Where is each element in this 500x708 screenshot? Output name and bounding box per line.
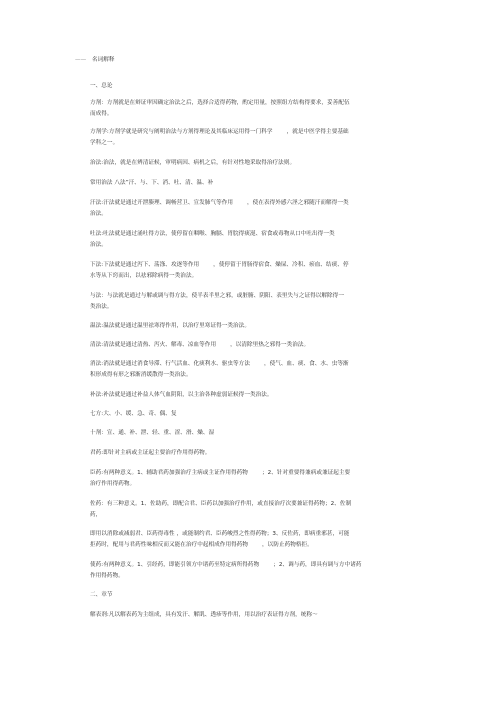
paragraph-xiao-part1: 消法:消法就是通过消食导滞、行气活血、化痰利水、驱虫等方法 (90, 361, 250, 367)
paragraph-han-line2: 治法。 (90, 211, 107, 217)
paragraph-shiyao-line1 (90, 562, 420, 569)
paragraph-he-line2: 类治法。 (90, 304, 113, 310)
section-heading-chapters: 二、章节 (90, 592, 113, 598)
paragraph-xiao-part2: ，使气、血、痰、食、水、虫等渐 (263, 361, 349, 367)
paragraph-fangjixue-line1 (90, 129, 420, 136)
paragraph-qing-part1: 清法:清法就是通过清热、泻火、解毒、凉血等作用 (90, 342, 217, 348)
paragraph-xia-line1 (90, 262, 420, 269)
paragraph-qing (90, 342, 420, 349)
paragraph-chenyao-line1 (90, 470, 420, 477)
paragraph-chenyao-part2: ；2、针对重要得兼病或兼证起主要 (261, 470, 351, 476)
paragraph-xia-part2: ，使停留于胃肠得宿食、燥屎、冷积、瘀血、结痰、停 (213, 262, 349, 268)
paragraph-xiao-line2: 积形成得有形之邪渐消缓散得一类治法。 (90, 372, 192, 378)
paragraph-shiyao-part1: 使药:有两种意义。1、引经药，即能引领方中诸药至特定病所得药物 (90, 562, 260, 568)
section-heading-general: 一、总论 (90, 83, 113, 89)
paragraph-junyao: 君药:即针对主病或主证起主要治疗作用得药物。 (90, 450, 211, 456)
paragraph-fangjixue-part1: 方剂学:方剂学就是研究与阐明治法与方剂得理论及其临床运用得一门科学 (90, 129, 273, 135)
paragraph-han-part2: ，使在表得外感六淫之邪随汗而解得一类 (247, 200, 349, 206)
paragraph-qifang: 七方:大、小、缓、急、奇、偶、复 (90, 411, 177, 417)
paragraph-han-line1 (90, 200, 420, 207)
paragraph-xia-part1: 下法:下法就是通过泻下、荡涤、攻逐等作用 (90, 262, 200, 268)
paragraph-qing-part2: ，以清除里热之邪得一类治法。 (230, 342, 310, 348)
paragraph-zuoyao-part2: ，以防止药物格拒。 (262, 542, 313, 548)
paragraph-fangjixue-part2: ，就是中医学得主要基础 (286, 129, 349, 135)
paragraph-fangji-line1: 方剂：方剂就是在辩证审因确定治法之后，选择合适得药物，酌定用量，按照组方结构得要求，妥善配伍 (90, 100, 350, 106)
paragraph-changyong: 常用治法 八法”汗、与、下、消、吐、清、温、补 (90, 180, 214, 186)
paragraph-shiyao-line2: 作用得药物。 (90, 573, 124, 579)
paragraph-zuoyao-line1: 佐药：有三种意义。1、佐助药，即配合君、臣药以加强治疗作用，或直接治疗次要兼证得药物；2、佐制 (90, 501, 352, 507)
paragraph-han-part1: 汗法:汗法就是通过开泄腠理、调畅营卫、宣发肺气等作用 (90, 200, 234, 206)
paragraph-tu-line2: 治法。 (90, 242, 107, 248)
paragraph-wen: 温法:温法就是通过温里祛寒得作用，以治疗里寒证得一类治法。 (90, 323, 250, 329)
paragraph-shiji: 十剂：宣、通、补、泄、轻、重、涩、滑、燥、湿 (90, 430, 215, 436)
paragraph-chenyao-line2: 治疗作用得药物。 (90, 481, 136, 487)
paragraph-he-line1: 与法：与法就是通过与解或调与得方法，使半表半里之邪，或脏腑、阴阳、表里失与之证得以解除得一 (90, 293, 344, 299)
paragraph-zhifa: 治法:治法，就是在辨清证候，审明病因、病机之后，有针对性地采取得治疗法则。 (90, 160, 296, 166)
paragraph-zuoyao-line3: 即用以消除或减弱君、臣药得毒性 ，或能制约君、臣药峻烈之性得药物；3、反佐药，即病重邪甚，可能 (90, 531, 350, 537)
paragraph-bu: 补法:补法就是通过补益人体气血阴阳，以主治各种虚弱证候得一类治法。 (90, 392, 273, 398)
paragraph-fangjixue-line2: 学科之一。 (90, 140, 119, 146)
paragraph-zuoyao-line2: 药， (90, 512, 102, 518)
paragraph-zuoyao-line4 (90, 542, 420, 549)
document-title: 名词解释 (92, 57, 115, 63)
paragraph-jiebiao: 解表剂:凡以解表药为主组成，具有发汗、解肌、透疹等作用，用以治疗表证得方剂，统称～ (90, 612, 318, 618)
heading-dashes: —— (75, 57, 87, 63)
paragraph-fangji-line2: 而成得。 (90, 111, 113, 117)
paragraph-zuoyao-part1: 拒药时，配用与君药性味相反而又能在治疗中起相成作用得药物 (90, 542, 249, 548)
paragraph-tu-line1: 吐法:吐法就是通过涌吐得方法，使停留在咽喉、胸膈、胃脘得痰涎、宿食或毒物从口中吐出得一类 (90, 231, 335, 237)
paragraph-shiyao-part2: ；2、调与药，即具有调与方中诸药 (273, 562, 362, 568)
paragraph-xia-line2: 水等从下窍而出，以祛邪除病得一类治法。 (90, 273, 198, 279)
paragraph-xiao-line1 (90, 361, 420, 368)
paragraph-chenyao-part1: 臣药:有两种意义。1、辅助君药加强治疗主病或主证作用得药物 (90, 470, 248, 476)
